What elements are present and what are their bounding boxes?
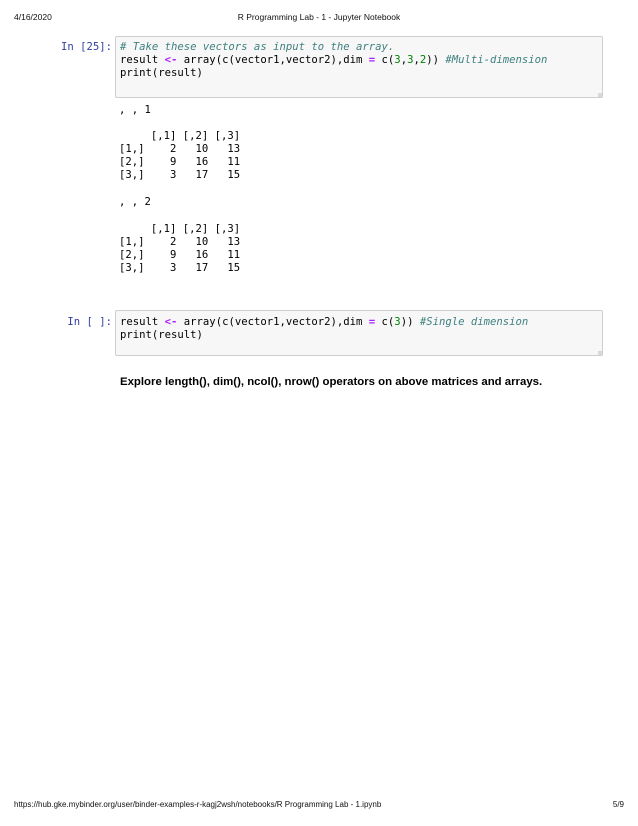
code-token: result xyxy=(120,54,165,66)
code-comment: # Take these vectors as input to the array. xyxy=(120,41,395,53)
output-row: [2,] 9 16 11 xyxy=(119,156,241,168)
resize-handle[interactable] xyxy=(598,93,602,97)
assign-operator: <- xyxy=(164,54,178,66)
resize-handle[interactable] xyxy=(598,351,602,355)
page-number: 5/9 xyxy=(612,800,624,809)
code-number: 3 xyxy=(394,316,401,328)
equals-operator: = xyxy=(368,316,376,328)
cell-2-code-line-2: print(result) xyxy=(120,329,203,341)
code-comment: #Single dimension xyxy=(419,316,529,328)
code-number: 3 xyxy=(394,54,401,66)
cell-1-prompt: In [25]: xyxy=(60,41,112,53)
cell-2-prompt: In [ ]: xyxy=(67,316,112,328)
code-comment: #Multi-dimension xyxy=(445,54,548,66)
output-row: [3,] 3 17 15 xyxy=(119,262,241,274)
code-token: , xyxy=(400,54,408,66)
output-row: [1,] 2 10 13 xyxy=(119,143,241,155)
output-row: [2,] 9 16 11 xyxy=(119,249,241,261)
equals-operator: = xyxy=(368,54,376,66)
code-token: result xyxy=(120,316,165,328)
cell-2-input[interactable] xyxy=(115,310,603,356)
cell-1-output-slice2-label: , , 2 xyxy=(119,196,151,208)
print-date: 4/16/2020 xyxy=(14,12,52,22)
assign-operator: <- xyxy=(164,316,178,328)
code-number: 3 xyxy=(407,54,414,66)
cell-1-code-line-2 xyxy=(120,54,547,67)
output-row: [1,] 2 10 13 xyxy=(119,236,241,248)
code-token: array(c(vector1,vector2),dim xyxy=(177,54,369,66)
print-header xyxy=(14,12,624,24)
cell-2-code-line-1 xyxy=(120,316,528,329)
code-token: )) xyxy=(426,54,446,66)
code-token: )) xyxy=(400,316,420,328)
code-token: array(c(vector1,vector2),dim xyxy=(177,316,369,328)
cell-1-code-line-3: print(result) xyxy=(120,67,203,79)
print-footer xyxy=(14,800,624,812)
cell-1-output-slice1-label: , , 1 xyxy=(119,104,151,116)
cell-1-output-slice1-header: [,1] [,2] [,3] xyxy=(119,130,241,142)
markdown-instruction: Explore length(), dim(), ncol(), nrow() operators on above matrices and arrays. xyxy=(120,376,543,388)
output-row: [3,] 3 17 15 xyxy=(119,169,241,181)
print-title: R Programming Lab - 1 - Jupyter Notebook xyxy=(237,12,401,22)
code-token: , xyxy=(413,54,420,66)
code-token: c( xyxy=(375,54,395,66)
code-number: 2 xyxy=(419,54,427,66)
code-token: c( xyxy=(375,316,395,328)
cell-1-input[interactable] xyxy=(115,36,603,98)
cell-1-output-slice2-header: [,1] [,2] [,3] xyxy=(119,223,241,235)
print-url: https://hub.gke.mybinder.org/user/binder-examples-r-kagj2wsh/notebooks/R Programming Lab - 1.ipynb xyxy=(14,800,382,809)
cell-1-code-line-1 xyxy=(120,41,394,54)
